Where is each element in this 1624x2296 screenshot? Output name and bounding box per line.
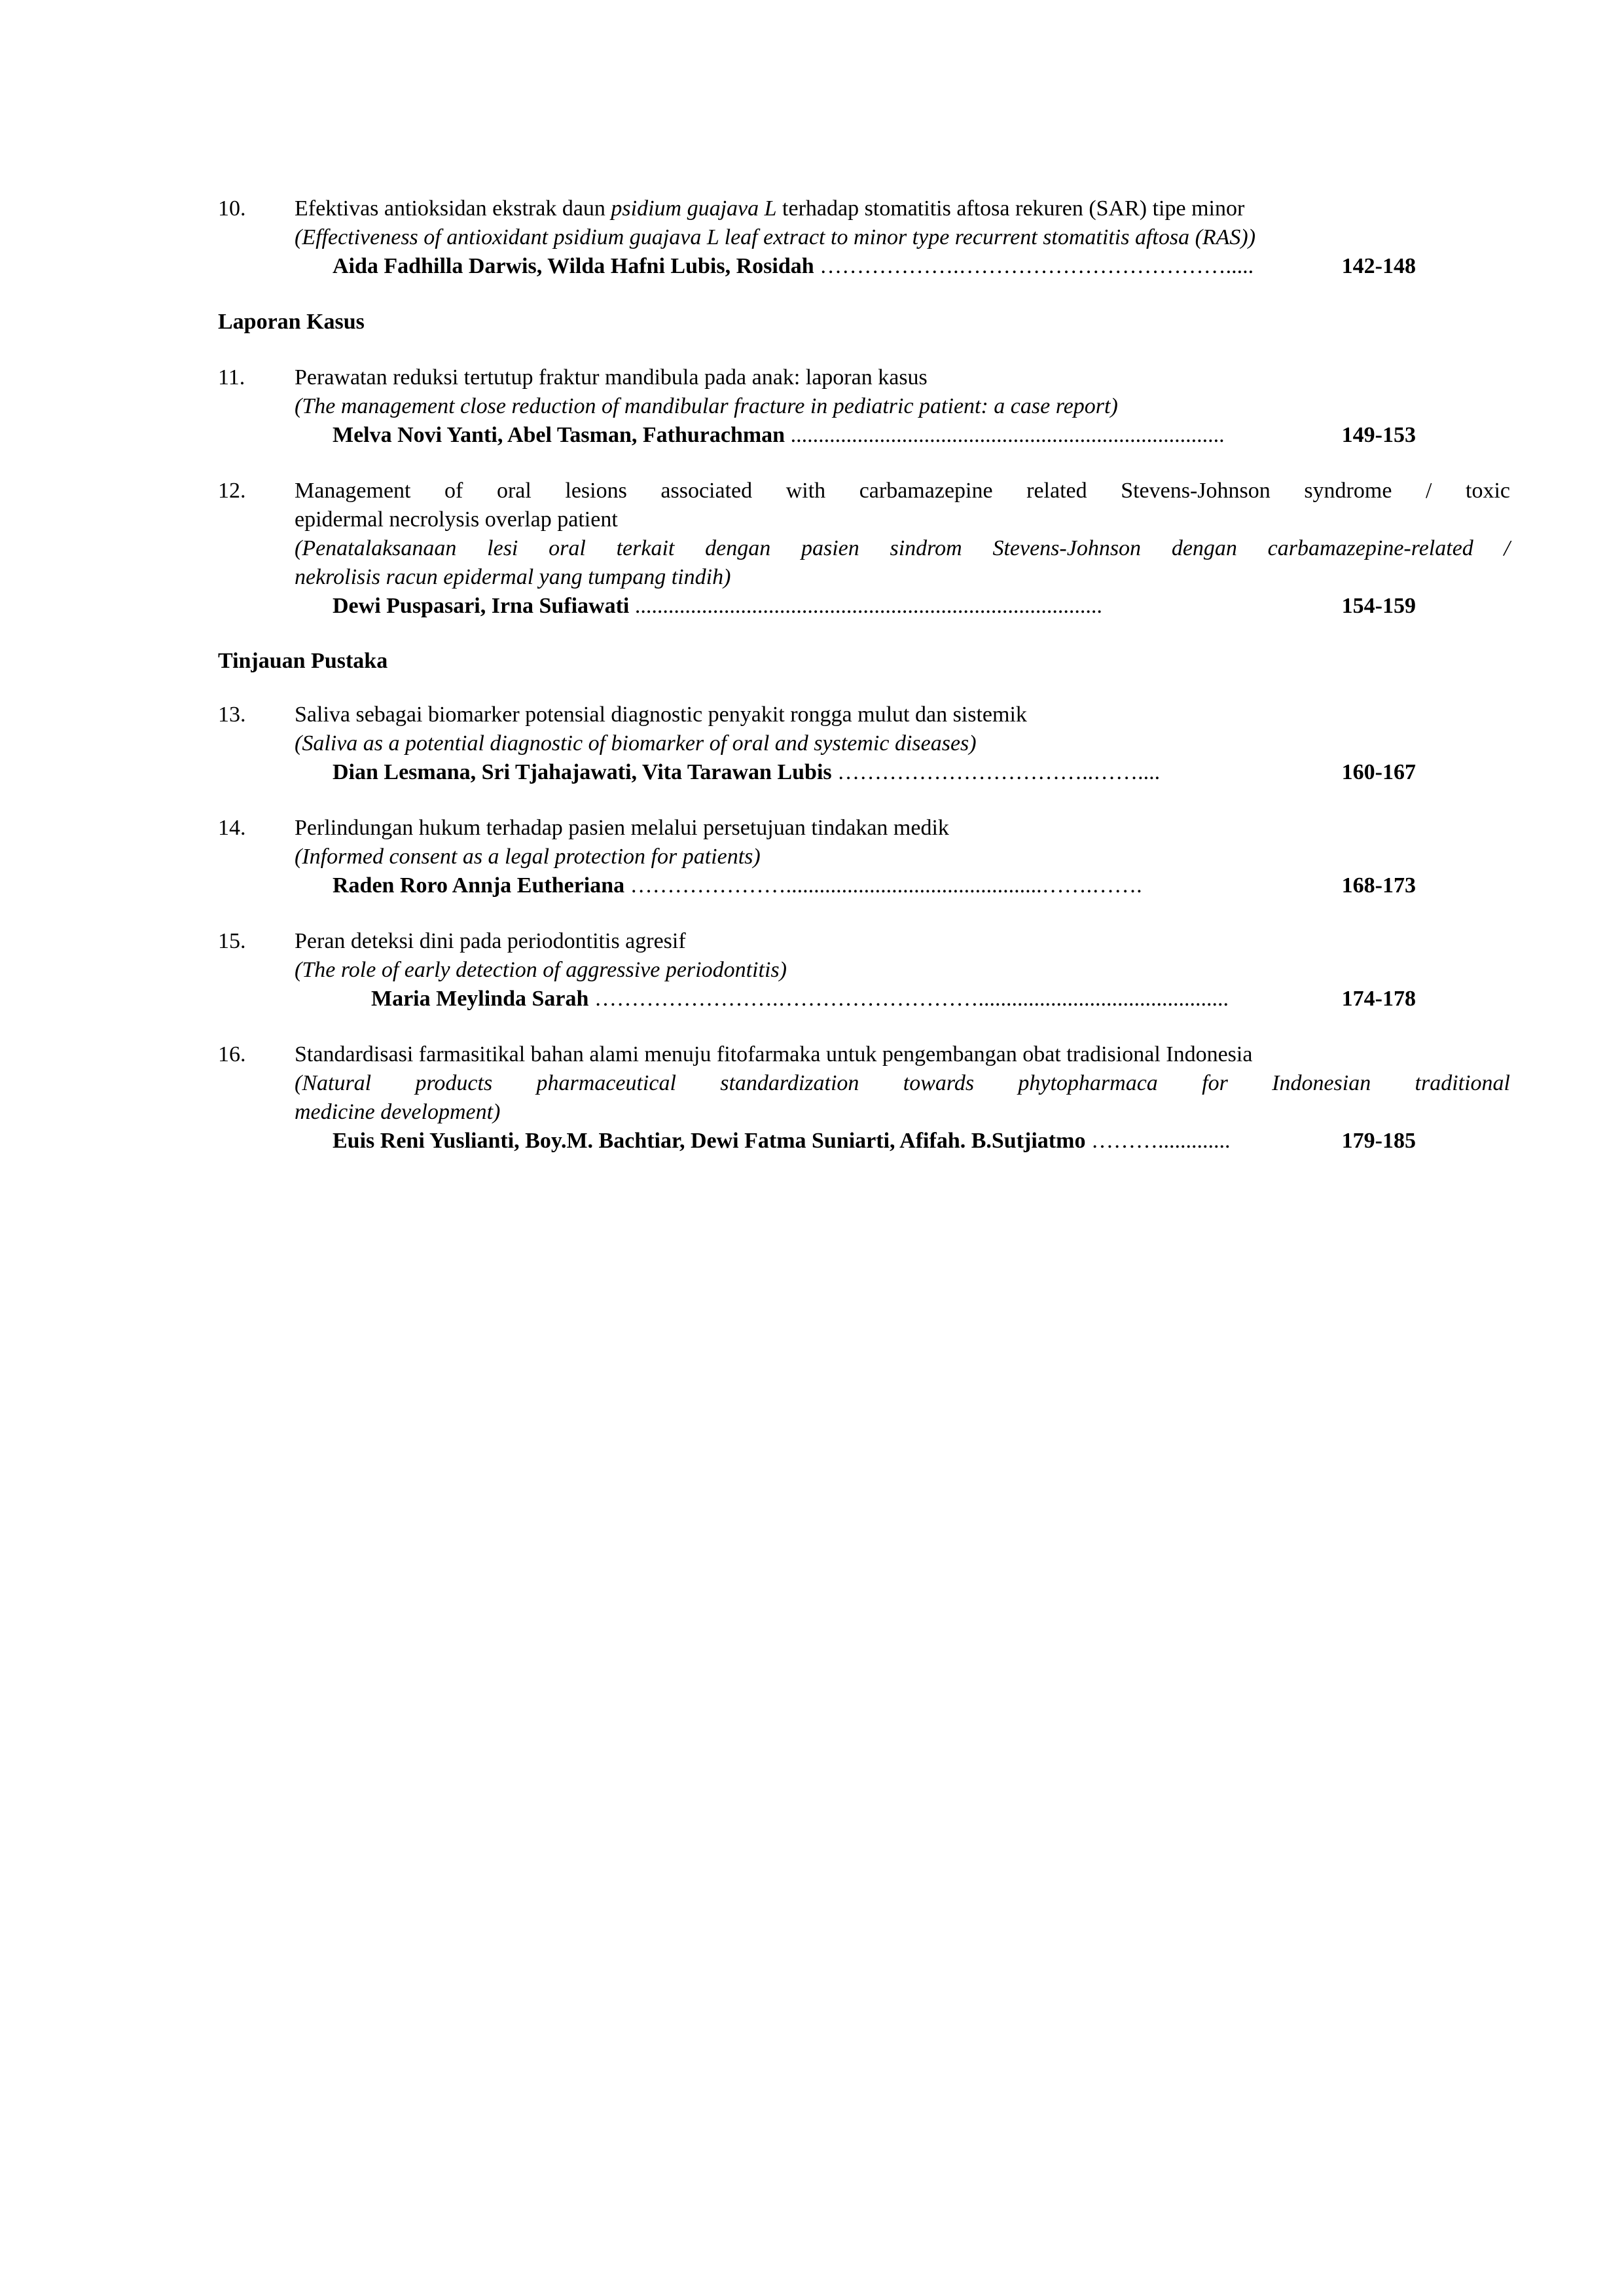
toc-entry-13 [218,701,1416,792]
entry-title-line-1: Management of oral lesions associated with carbamazepine related Stevens-Johnson syndrome / toxic [295,479,1510,503]
entry-title: Perawatan reduksi tertutup fraktur mandibula pada anak: laporan kasus [295,365,928,390]
entry-number: 14. [218,816,246,840]
entry-authors-line [295,421,1510,450]
leader-dots: ……………….………………………………..... [820,254,1254,278]
toc-entry-10 [218,194,1416,286]
entry-authors: Dewi Puspasari, Irna Sufiawati [333,594,630,618]
entry-pages: 142-148 [1341,254,1416,278]
entry-number: 16. [218,1042,246,1066]
entry-number: 10. [218,196,246,221]
entry-translation: (Saliva as a potential diagnostic of biomarker of oral and systemic diseases) [295,731,977,756]
entry-number: 12. [218,479,246,503]
entry-pages: 179-185 [1341,1129,1416,1153]
entry-title: Saliva sebagai biomarker potensial diagnostic penyakit rongga mulut dan sistemik [295,702,1027,727]
toc-entry-14 [218,814,1416,905]
entry-authors-line [295,1127,1510,1156]
entry-pages: 154-159 [1341,594,1416,618]
entry-authors-line [295,871,1510,900]
entry-body [295,477,1510,621]
entry-body [295,814,1510,900]
entry-authors: Melva Novi Yanti, Abel Tasman, Fathurachman [333,423,785,447]
entry-pages: 160-167 [1341,760,1416,784]
leader-dots: …………………..............................................…….……. [630,873,1142,898]
entry-translation: (Informed consent as a legal protection for patients) [295,845,761,869]
entry-authors-line [295,758,1510,787]
entry-title: Efektivas antioksidan ekstrak daun psidium guajava L terhadap stomatitis aftosa rekuren (SAR) tipe minor [295,196,1245,221]
entry-translation: (Effectiveness of antioxidant psidium guajava L leaf extract to minor type recurrent stomatitis aftosa (RAS)) [295,225,1256,249]
leader-dots: ………............. [1091,1129,1231,1153]
entry-number: 11. [218,365,245,390]
entry-authors-line [295,592,1510,621]
entry-pages: 174-178 [1341,987,1416,1011]
leader-dots: ……………………………..…….... [837,760,1161,784]
entry-body [295,194,1510,281]
entry-translation-line-1: (Penatalaksanaan lesi oral terkait dengan pasien sindrom Stevens-Johnson dengan carbamazepine-related / [295,536,1510,560]
entry-authors: Euis Reni Yuslianti, Boy.M. Bachtiar, Dewi Fatma Suniarti, Afifah. B.Sutjiatmo [333,1129,1086,1153]
toc-entry-16 [218,1040,1510,1161]
entry-title: Standardisasi farmasitikal bahan alami menuju fitofarmaka untuk pengembangan obat tradisional Indonesia [295,1042,1253,1066]
leader-dots: …………………….………………………............................................. [594,987,1229,1011]
entry-title: Perlindungan hukum terhadap pasien melalui persetujuan tindakan medik [295,816,949,840]
entry-body [295,363,1510,450]
entry-number: 15. [218,929,246,953]
toc-entry-15 [218,927,1416,1019]
toc-entry-11 [218,363,1416,455]
entry-authors-line [295,985,1510,1013]
entry-body [295,1040,1510,1156]
leader-dots: .............................................................................. [790,423,1225,447]
entry-authors: Aida Fadhilla Darwis, Wilda Hafni Lubis, Rosidah [333,254,814,278]
toc-entry-12 [218,477,1510,627]
section-heading: Tinjauan Pustaka [218,649,388,673]
scientific-name: psidium guajava L [611,196,777,221]
entry-translation-line-2: medicine development) [295,1100,501,1124]
entry-number: 13. [218,702,246,727]
entry-authors: Dian Lesmana, Sri Tjahajawati, Vita Tarawan Lubis [333,760,832,784]
entry-body [295,701,1510,787]
entry-authors: Raden Roro Annja Eutheriana [333,873,625,898]
entry-authors: Maria Meylinda Sarah [371,987,589,1011]
entry-title-line-2: epidermal necrolysis overlap patient [295,507,618,532]
entry-title: Peran deteksi dini pada periodontitis agresif [295,929,686,953]
entry-translation: (The management close reduction of mandibular fracture in pediatric patient: a case report) [295,394,1118,418]
entry-translation-line-1: (Natural products pharmaceutical standardization towards phytopharmaca for Indonesian traditional [295,1071,1510,1095]
leader-dots: .................................................................................... [634,594,1102,618]
entry-authors-line [295,252,1510,281]
section-heading: Laporan Kasus [218,310,365,334]
entry-translation-line-2: nekrolisis racun epidermal yang tumpang tindih) [295,565,731,589]
entry-pages: 149-153 [1341,423,1416,447]
entry-body [295,927,1510,1013]
entry-pages: 168-173 [1341,873,1416,898]
entry-translation: (The role of early detection of aggressive periodontitis) [295,958,787,982]
